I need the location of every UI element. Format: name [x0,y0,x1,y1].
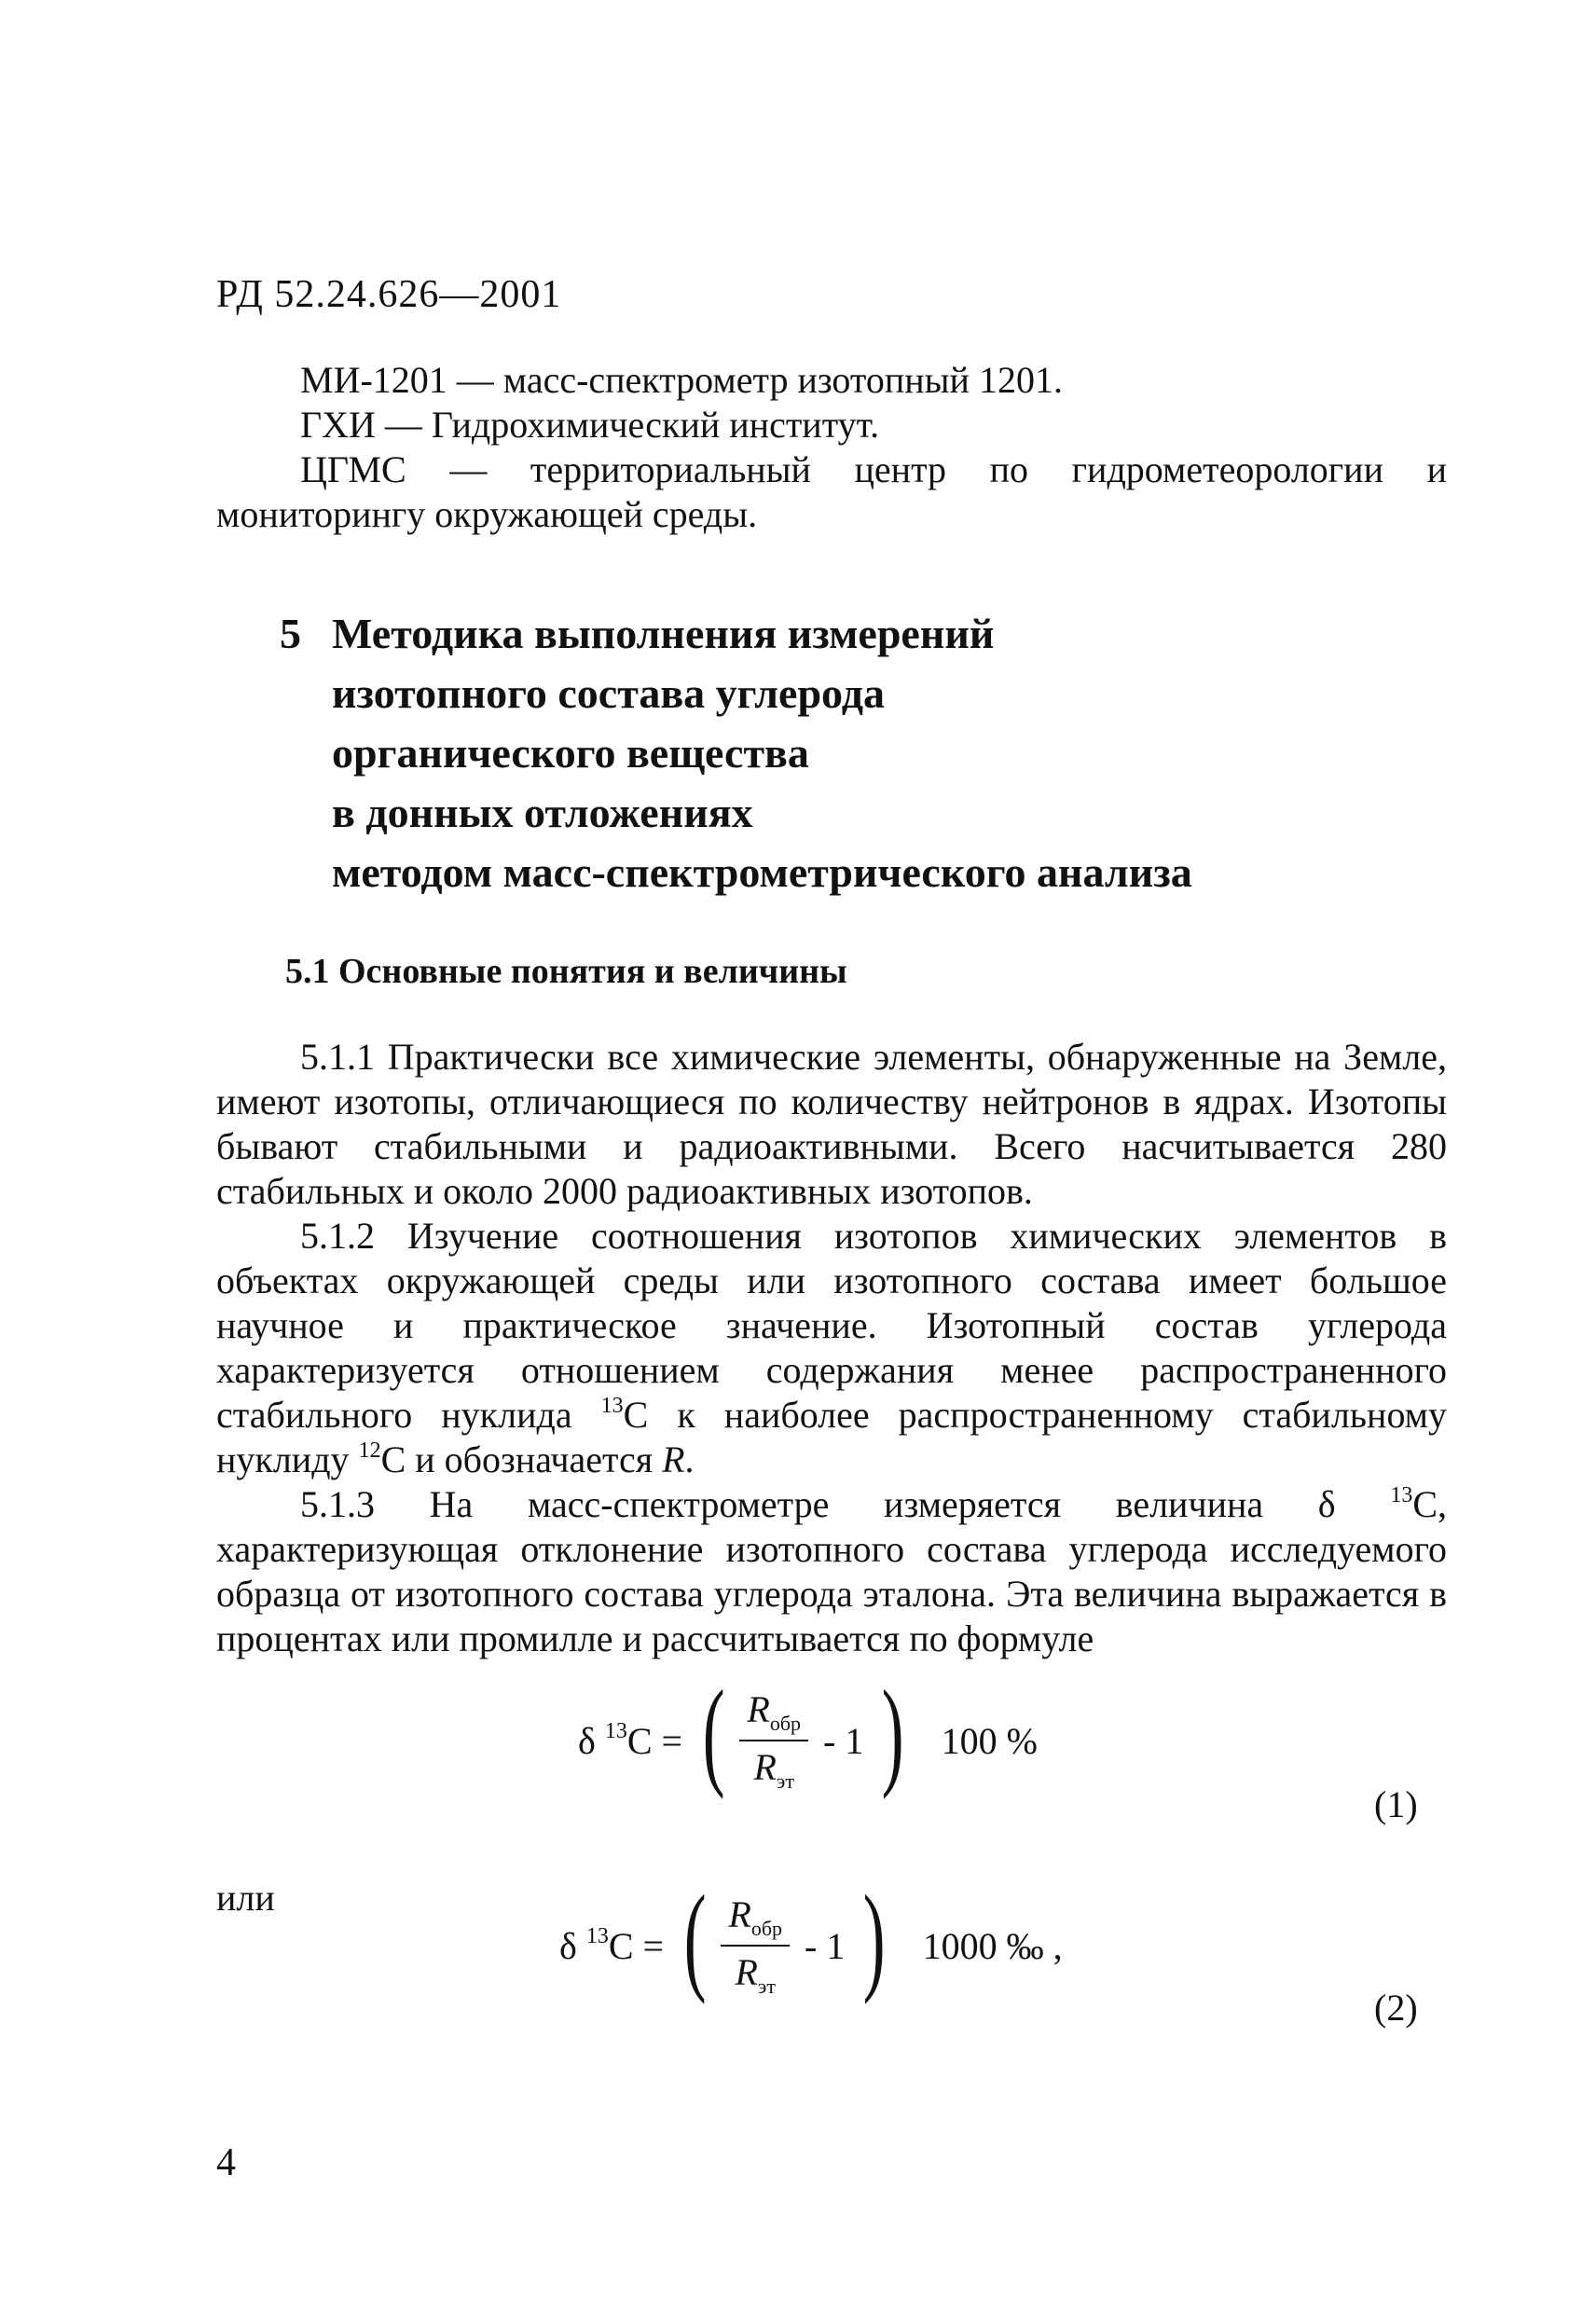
formula-2-denominator [727,1950,783,1999]
formula-2-sup: 13 [585,1924,609,1949]
formula-2-lhs [559,1924,664,1968]
section-number: 5 [280,610,301,657]
section-title-line-3: органического вещества [332,729,809,777]
formula-2-left-paren: ( [683,1871,707,2005]
paragraph-5-1-2-end: . [684,1438,695,1480]
section-title-line-5: методом масс-спектрометрического анализа [332,848,1192,896]
or-word: или [216,1877,275,1919]
formula-1-multiplier: 100 % [941,1719,1038,1762]
abbreviations-list [216,358,1447,537]
paragraph-5-1-3-part-a: 5.1.3 На масс-спектрометре измеряется величина δ [300,1483,1391,1525]
formula-2-num-var: R [728,1893,751,1935]
formula-2-fraction-bar [721,1945,790,1947]
formula-1-den-var: R [753,1746,777,1788]
formula-1-denominator [746,1745,802,1794]
formula-1-den-sub: эт [776,1769,794,1793]
formula-1 [578,1666,1038,1800]
formula-2 [559,1871,1063,2005]
paragraph-5-1-2-part-a: 5.1.2 Изучение соотношения изотопов химических элементов в объектах окружающей среды или изотопного состава имеет большое научное и практическое значение. Изотопный состав углерода характеризуется отношением содержания менее распространенного стабильного нуклида [216,1215,1447,1436]
formula-1-delta: δ [578,1719,605,1762]
document-code-header: РД 52.24.626—2001 [216,273,562,316]
formula-1-num-var: R [747,1688,770,1730]
page-number: 4 [216,2141,236,2184]
paragraph-5-1-3-part-b: С, характеризующая отклонение изотопного состава углерода исследуемого образца от изотопного состава углерода эталона. Эта величина выражается в процентах или промилле и рассчитывается по формуле [216,1483,1447,1659]
body-text [216,1035,1447,1661]
formula-2-den-sub: эт [757,1975,776,1998]
formula-1-num-sub: обр [769,1712,802,1735]
ratio-variable-r: R [662,1438,685,1480]
formula-1-lhs [578,1719,682,1763]
formula-1-left-paren: ( [702,1666,725,1800]
formula-1-lhs-rest: С = [626,1719,683,1762]
abbreviation-ghi: ГХИ — Гидрохимический институт. [300,404,880,446]
section-title-line-1: Методика выполнения измерений [332,610,995,657]
formula-2-delta: δ [559,1924,586,1967]
formula-1-fraction [739,1687,808,1794]
delta-13-superscript: 13 [1390,1482,1413,1507]
formula-2-lhs-rest: С = [608,1924,665,1967]
formula-1-fraction-bar [739,1740,808,1741]
paragraph-5-1-2-part-b: С к наиболее распространенному стабильному нуклиду [216,1394,1447,1480]
section-title-line-2: изотопного состава углерода [332,669,885,717]
formula-1-right-paren: ) [882,1666,904,1800]
equation-number-2: (2) [1374,1987,1418,2029]
subsection-title: 5.1 Основные понятия и величины [285,952,847,991]
formula-1-numerator [739,1687,808,1736]
formula-2-right-paren: ) [863,1871,886,2005]
paragraph-5-1-3 [216,1482,1447,1661]
equation-number-1: (1) [1374,1783,1418,1825]
isotope-12-superscript: 12 [358,1438,381,1463]
paragraph-5-1-2 [216,1214,1447,1482]
abbreviation-cgms: ЦГМС — территориальный центр по гидрометеорологии и мониторингу окружающей среды. [216,448,1447,535]
formula-2-minus-one: - 1 [805,1924,846,1967]
formula-2-den-var: R [735,1951,758,1993]
section-title [280,604,1454,902]
isotope-13-superscript: 13 [600,1393,624,1418]
formula-2-num-sub: обр [750,1917,783,1940]
formula-2-fraction [721,1892,790,1999]
paragraph-5-1-1: 5.1.1 Практически все химические элементы, обнаруженные на Земле, имеют изотопы, отличающиеся по количеству нейтронов в ядрах. Изотопы бывают стабильными и радиоактивными. Всего насчитывается 280 стабильных и около 2000 радиоактивных изотопов. [216,1036,1447,1212]
paragraph-5-1-2-part-c: С и обозначается [380,1438,663,1480]
formula-2-numerator [721,1892,790,1941]
abbreviation-mi1201: МИ-1201 — масс-спектрометр изотопный 1201. [300,359,1063,401]
formula-1-minus-one: - 1 [823,1719,864,1762]
section-title-line-4: в донных отложениях [332,789,753,836]
formula-2-multiplier: 1000 ‰ , [922,1924,1063,1967]
formula-1-sup: 13 [604,1719,627,1744]
